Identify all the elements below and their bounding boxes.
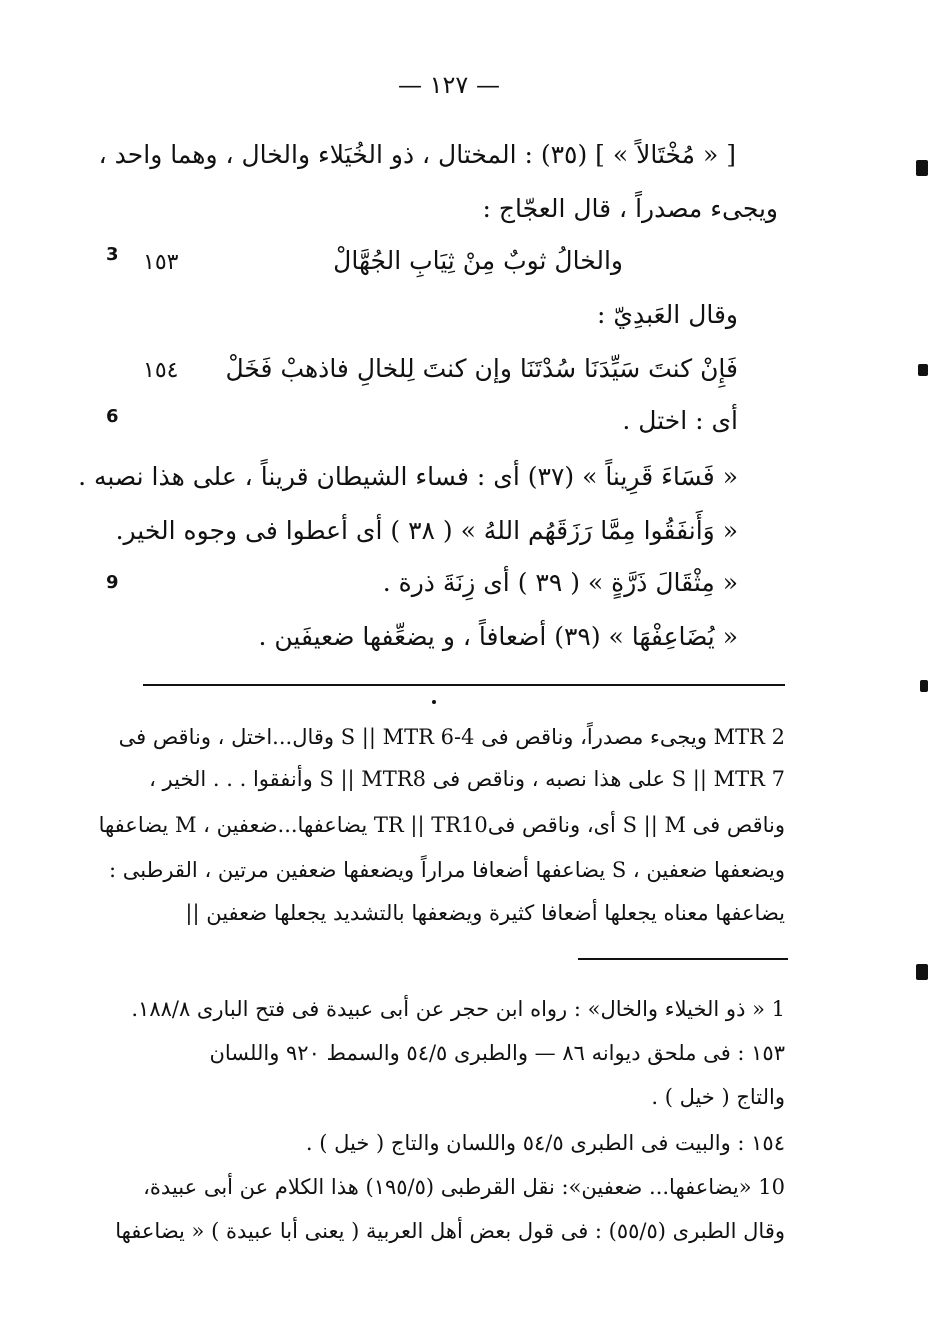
edge-mark [916, 964, 928, 980]
notes-separator [578, 958, 788, 960]
edge-mark [920, 680, 928, 692]
margin-number-3: 3 [106, 244, 119, 265]
verse-number-153: ١٥٣ [143, 250, 179, 275]
main-line-4: وقال العَبدِيّ : [597, 300, 738, 329]
verse-number-154: ١٥٤ [143, 358, 179, 383]
margin-number-6: 6 [106, 406, 119, 427]
main-line-8: « وَأَنفَقُوا مِمَّا رَزَقَهُم اللهُ » ( ٣٨ ) أى أعطوا فى وجوه الخير. [115, 516, 738, 545]
apparatus-line-4: ويضعفها ضعفين ، S يضاعفها أضعافا مراراً ويضعفها ضعفين مرتين ، القرطبى : [109, 858, 785, 882]
page-number: — ١٢٧ — [398, 71, 500, 99]
margin-number-9: 9 [106, 572, 119, 593]
note-line-2: ١٥٣ : فى ملحق ديوانه ٨٦ — والطبرى ٥٤/٥ والسمط ٩٢٠ واللسان [209, 1041, 785, 1065]
apparatus-line-3: وناقص فى S || M أى، وناقص فىTR || TR10 يضاعفها...ضعفين ، M يضاعفها [98, 813, 785, 837]
verse-153: والخالُ ثوبٌ مِنْ ثِيَابِ الجُهَّالْ [333, 246, 623, 275]
note-line-5: 10 «يضاعفها... ضعفين»: نقل القرطبى (١٩٥/٥) هذا الكلام عن أبى عبيدة، [143, 1175, 785, 1199]
apparatus-line-1: MTR 2 ويجىء مصدراً، وناقص فى S || MTR 6-4 وقال...اختل ، وناقص فى [118, 725, 785, 749]
note-line-6: وقال الطبرى (٥٥/٥) : فى قول بعض أهل العربية ( يعنى أبا عبيدة ) « يضاعفها [115, 1219, 785, 1243]
main-line-2: ويجىء مصدراً ، قال العجّاج : [482, 194, 778, 223]
apparatus-separator [143, 684, 785, 686]
verse-154: فَإِنْ كنتَ سَيِّدَنَا سُدْتَنَا وإن كنتَ لِلخالِ فاذهبْ فَخَلْ [225, 354, 738, 383]
rule-dot [432, 700, 436, 704]
main-line-1: [ « مُخْتَالاً » ] (٣٥) : المختال ، ذو الخُيَلاء والخال ، وهما واحد ، [98, 140, 736, 169]
main-line-7: « فَسَاءَ قَرِيناً » (٣٧) أى : فساء الشيطان قريناً ، على هذا نصبه . [78, 462, 738, 491]
apparatus-line-5: يضاعفها معناه يجعلها أضعافا كثيرة ويضعفها بالتشديد يجعلها ضعفين || [185, 901, 785, 925]
main-line-6: أى : اختل . [622, 406, 738, 435]
edge-mark [916, 160, 928, 176]
note-line-4: ١٥٤ : والبيت فى الطبرى ٥٤/٥ واللسان والتاج ( خيل ) . [305, 1131, 785, 1155]
note-line-1: 1 « ذو الخيلاء والخال» : رواه ابن حجر عن أبى عبيدة فى فتح البارى ١٨٨/٨. [131, 997, 785, 1021]
note-line-3: والتاج ( خيل ) . [651, 1085, 785, 1109]
main-line-10: « يُضَاعِفْهَا » (٣٩) أضعافاً ، و يضعِّفها ضعيفَين . [258, 622, 738, 651]
edge-mark [918, 364, 928, 376]
main-line-9: « مِثْقَالَ ذَرَّةٍ » ( ٣٩ ) أى زِنَةَ ذرة . [382, 568, 738, 597]
apparatus-line-2: S || MTR 7 على هذا نصبه ، وناقص فى S || MTR8 وأنفقوا . . . الخير ، [149, 767, 785, 791]
